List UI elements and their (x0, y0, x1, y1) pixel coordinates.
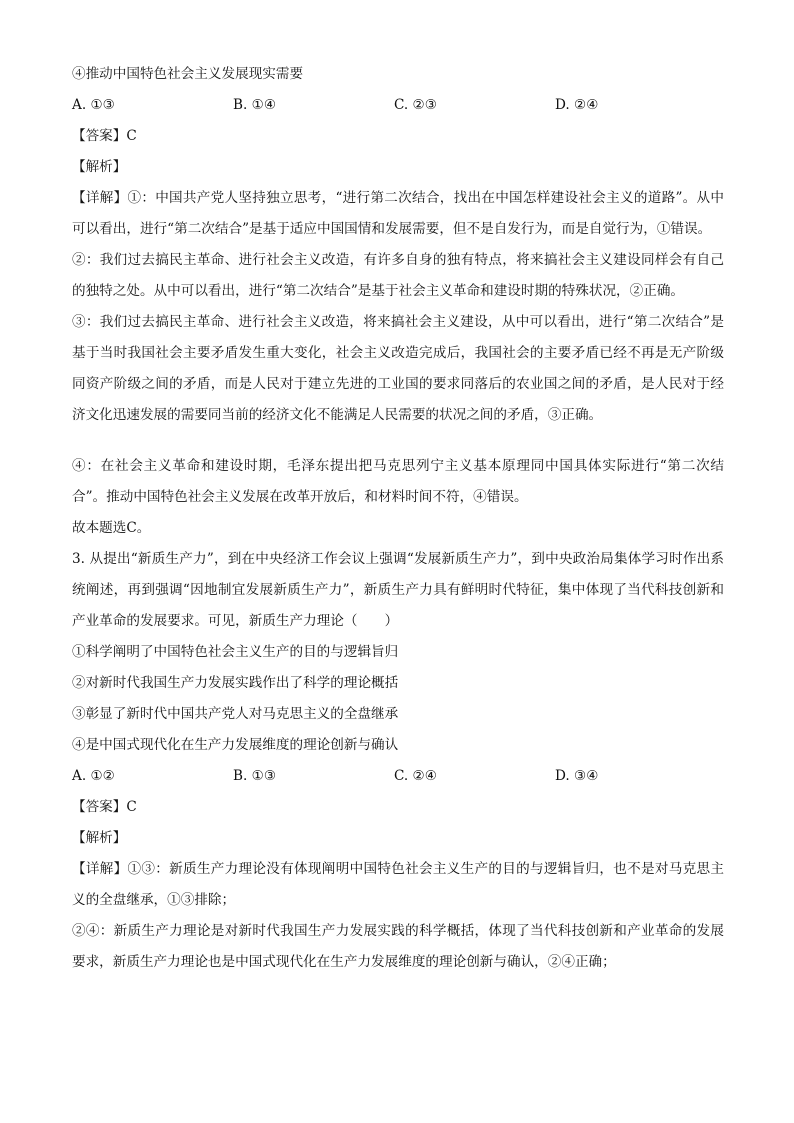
q2-detail-2: ②：我们过去搞民主革命、进行社会主义改造，有许多自身的独有特点，将来搞社会主义建设同样会有自己的独特之处。从中可以看出，进行“第二次结合”是基于社会主义革命和建设时期的特殊状况，②正确。 (72, 252, 724, 299)
q3-statement-2: ②对新时代我国生产力发展实践作出了科学的理论概括 (72, 675, 399, 691)
q2-answer: 【答案】C (72, 128, 137, 144)
q2-conclusion: 故本题选C。 (72, 520, 151, 536)
q3-stem: 3. 从提出“新质生产力”，到在中央经济工作会议上强调“发展新质生产力”，到中央政治局集体学习时作出系统阐述，再到强调“因地制宜发展新质生产力”，新质生产力具有鲜明时代特征，集中体现了当代科技创新和产业革命的发展要求。可见，新质生产力理论（ ） (72, 551, 724, 629)
q3-choice-c: C. ②④ (394, 768, 437, 784)
q2-choice-c: C. ②③ (394, 97, 437, 113)
q3-statement-4: ④是中国式现代化在生产力发展维度的理论创新与确认 (72, 737, 399, 753)
q3-choice-a: A. ①② (72, 768, 115, 784)
q2-option-4-statement: ④推动中国特色社会主义发展现实需要 (72, 66, 304, 82)
q3-choice-b: B. ①③ (233, 768, 277, 784)
q3-statement-1: ①科学阐明了中国特色社会主义生产的目的与逻辑旨归 (72, 644, 399, 660)
q3-detail-1: 【详解】①③：新质生产力理论没有体现阐明中国特色社会主义生产的目的与逻辑旨归，也不是对马克思主义的全盘继承，①③排除； (72, 861, 724, 908)
q2-analysis-heading: 【解析】 (72, 159, 127, 175)
q3-detail-2: ②④：新质生产力理论是对新时代我国生产力发展实践的科学概括，体现了当代科技创新和产业革命的发展要求，新质生产力理论也是中国式现代化在生产力发展维度的理论创新与确认，②④正确； (72, 923, 724, 970)
document-page (72, 64, 724, 983)
q2-choice-a: A. ①③ (72, 97, 115, 113)
q3-answer: 【答案】C (72, 799, 137, 815)
q2-detail-4: ④：在社会主义革命和建设时期，毛泽东提出把马克思列宁主义基本原理同中国具体实际进行“第二次结合”。推动中国特色社会主义发展在改革开放后，和材料时间不符，④错误。 (72, 458, 724, 505)
q2-choice-b: B. ①④ (233, 97, 277, 113)
q2-choice-d: D. ②④ (555, 97, 599, 113)
q2-detail-1: 【详解】①：中国共产党人坚持独立思考，“进行第二次结合，找出在中国怎样建设社会主义的道路”。从中可以看出，进行“第二次结合”是基于适应中国国情和发展需要，但不是自发行为，而是自觉行为，①错误。 (72, 190, 724, 237)
q3-choice-d: D. ③④ (555, 768, 599, 784)
q2-choices (72, 95, 724, 115)
q3-analysis-heading: 【解析】 (72, 830, 127, 846)
q3-choices (72, 766, 724, 786)
q3-statement-3: ③彰显了新时代中国共产党人对马克思主义的全盘继承 (72, 706, 399, 722)
q2-detail-3: ③：我们过去搞民主革命、进行社会主义改造，将来搞社会主义建设，从中可以看出，进行“第二次结合”是基于当时我国社会主要矛盾发生重大变化，社会主义改造完成后，我国社会的主要矛盾已经不再是无产阶级同资产阶级之间的矛盾，而是人民对于建立先进的工业国的要求同落后的农业国之间的矛盾，是人民对于经济文化迅速发展的需要同当前的经济文化不能满足人民需要的状况之间的矛盾，③正确。 (72, 314, 724, 423)
